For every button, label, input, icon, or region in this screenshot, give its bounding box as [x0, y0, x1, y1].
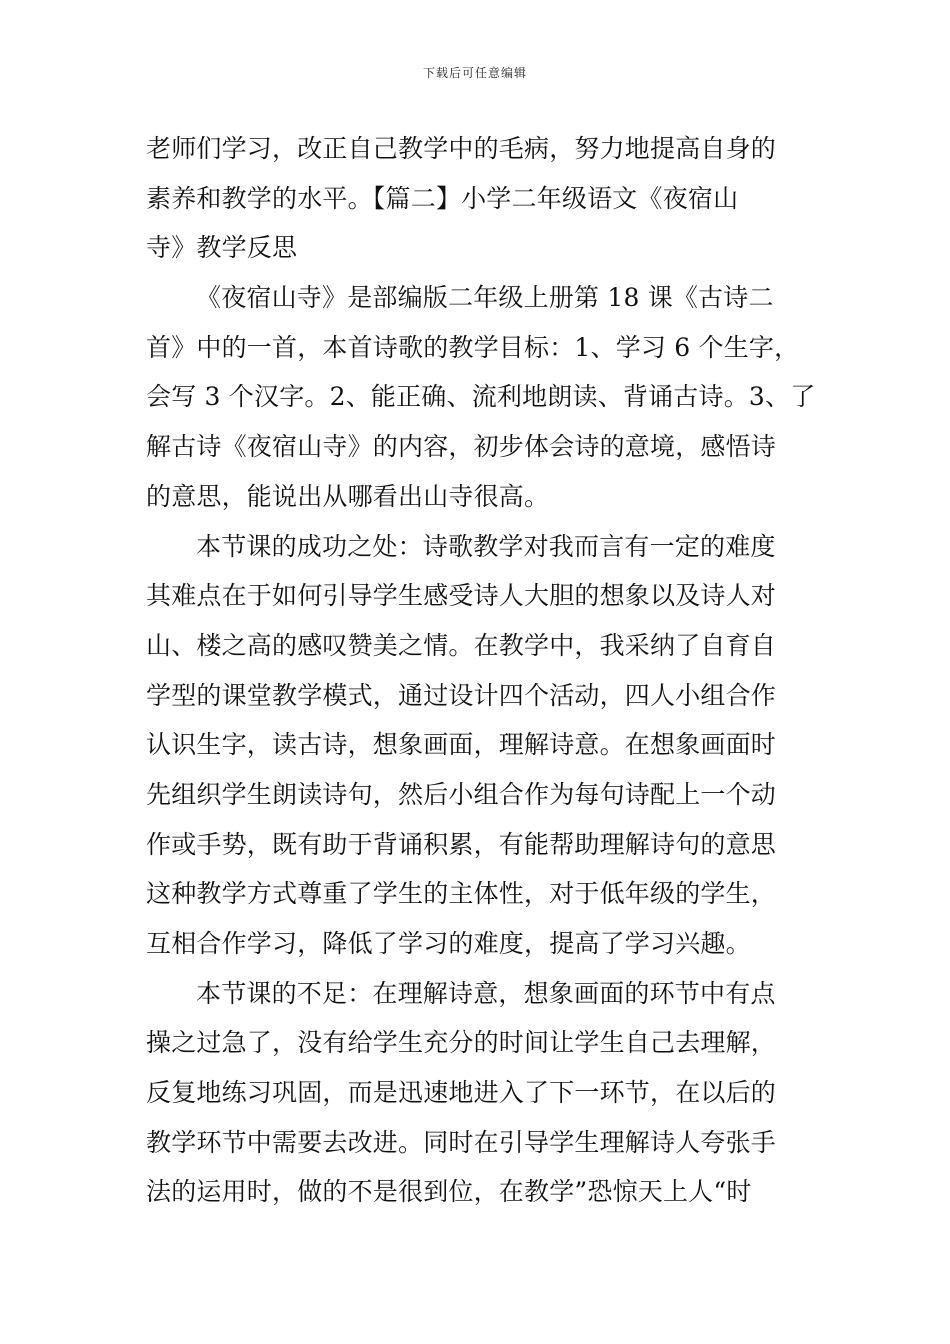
text-line: 这种教学方式尊重了学生的主体性，对于低年级的学生，	[146, 879, 777, 909]
text-line: 会写 3 个汉字。2、能正确、流利地朗读、背诵古诗。3、了	[146, 382, 816, 412]
body-text	[146, 124, 816, 1217]
text-line: 先组织学生朗读诗句，然后小组合作为每句诗配上一个动	[146, 779, 777, 809]
text-line: 山、楼之高的感叹赞美之情。在教学中，我采纳了自育自	[146, 630, 777, 660]
text-line: 互相合作学习，降低了学习的难度，提高了学习兴趣。	[146, 929, 751, 958]
text-line: 认识生字，读古诗，想象画面，理解诗意。在想象画面时	[146, 730, 777, 760]
text-line: 的意思，能说出从哪看出山寺很高。	[146, 481, 550, 511]
text-line: 法的运用时，做的不是很到位，在教学”恐惊天上人“时	[146, 1177, 752, 1207]
text-line: 反复地练习巩固，而是迅速地进入了下一环节，在以后的	[146, 1078, 777, 1108]
text-line: 其难点在于如何引导学生感受诗人大胆的想象以及诗人对	[146, 581, 777, 611]
text-line: 老师们学习，改正自己教学中的毛病，努力地提高自身的	[146, 134, 777, 163]
text-line: 寺》教学反思	[146, 233, 298, 263]
text-line: 解古诗《夜宿山寺》的内容，初步体会诗的意境，感悟诗	[146, 432, 777, 462]
text-line: 教学环节中需要去改进。同时在引导学生理解诗人夸张手	[146, 1127, 777, 1157]
text-line: 本节课的不足：在理解诗意，想象画面的环节中有点	[196, 978, 776, 1008]
text-line: 本节课的成功之处：诗歌教学对我而言有一定的难度	[196, 531, 776, 561]
text-line: 作或手势，既有助于背诵积累，有能帮助理解诗句的意思	[146, 829, 777, 859]
text-line: 首》中的一首，本首诗歌的教学目标：1、学习 6 个生字，	[146, 332, 800, 362]
text-line: 学型的课堂教学模式，通过设计四个活动，四人小组合作	[146, 680, 777, 710]
text-line: 素养和教学的水平。【篇二】小学二年级语文《夜宿山	[146, 183, 739, 213]
text-line: 《夜宿山寺》是部编版二年级上册第 18 课《古诗二	[196, 283, 774, 313]
text-line: 操之过急了，没有给学生充分的时间让学生自己去理解，	[146, 1028, 777, 1058]
page-header-note: 下载后可任意编辑	[422, 66, 527, 80]
